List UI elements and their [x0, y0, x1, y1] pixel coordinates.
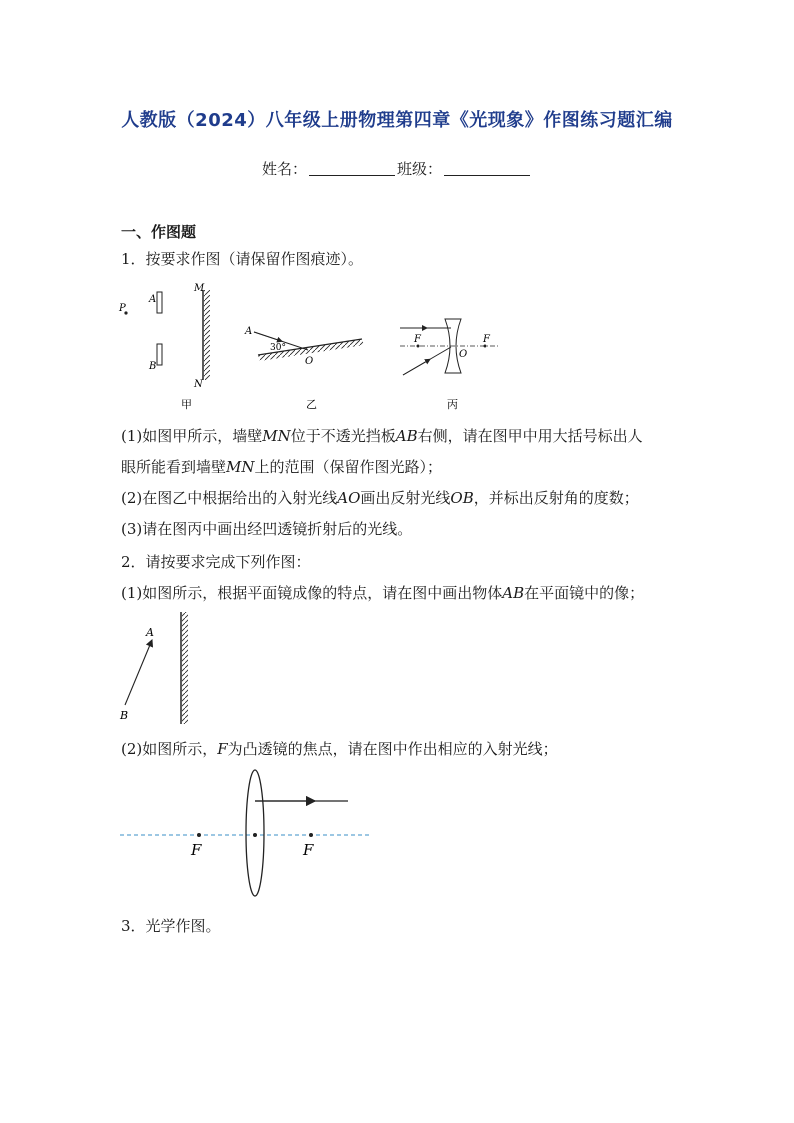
label-o: O	[459, 349, 468, 360]
label-f-left: F	[414, 334, 421, 345]
label-m: M	[194, 283, 205, 294]
mirror-hatch	[182, 612, 188, 724]
text-ao: AO	[337, 489, 361, 507]
section-heading: 一、作图题	[121, 223, 197, 241]
q2-part2	[121, 738, 558, 759]
object-ab	[125, 640, 152, 705]
label-a: A	[149, 294, 157, 305]
figure-yi	[240, 315, 370, 412]
wall-hatch	[204, 290, 210, 380]
page-title: 人教版（2024）八年级上册物理第四章《光现象》作图练习题汇编	[121, 110, 673, 131]
barrier-a	[157, 292, 162, 313]
focal-left	[197, 833, 201, 837]
text-mn: MN	[226, 458, 255, 476]
class-blank	[444, 161, 530, 176]
ray-oblique-arrow	[403, 359, 430, 375]
figure-bing	[395, 313, 505, 412]
text: (2)在图乙中根据给出的入射光线	[121, 489, 338, 507]
text: 画出反射光线	[360, 489, 451, 507]
text: (1)如图甲所示，墙壁	[121, 427, 263, 445]
label-n: N	[194, 379, 203, 390]
q1-part1-line2	[121, 456, 442, 477]
label-o: O	[305, 356, 314, 367]
text-ob: OB	[450, 489, 474, 507]
label-p: P	[119, 303, 126, 314]
incident-arrow	[254, 332, 282, 341]
name-label: 姓名：	[261, 160, 307, 178]
text: 位于不透光挡板	[290, 427, 396, 445]
name-class-line	[0, 158, 794, 179]
caption-bing: 丙	[447, 398, 458, 411]
text-mn: MN	[262, 427, 291, 445]
figure-jia	[115, 280, 225, 412]
label-f-right: F	[483, 334, 490, 345]
q1-part2	[121, 487, 639, 508]
label-a: A	[146, 626, 154, 639]
figure-plane-mirror	[115, 608, 195, 728]
barrier-b	[157, 344, 162, 365]
text: 为凸透镜的焦点，请在图中作出相应的入射光线；	[227, 740, 558, 758]
text-ab: AB	[395, 427, 418, 445]
lens-center	[253, 833, 257, 837]
focal-right	[309, 833, 313, 837]
q2-stem: 2．请按要求完成下列作图：	[121, 553, 311, 571]
q1-stem: 1．按要求作图（请保留作图痕迹）。	[121, 250, 364, 268]
label-f-right: F	[303, 841, 314, 859]
name-blank	[309, 161, 395, 176]
q2-part1	[121, 582, 644, 603]
caption-yi: 乙	[306, 398, 317, 411]
q1-part3: (3)请在图丙中画出经凹透镜折射后的光线。	[121, 520, 413, 538]
label-f-left: F	[191, 841, 202, 859]
label-a: A	[245, 326, 253, 337]
label-b: B	[149, 361, 157, 372]
text: (2)如图所示，	[121, 740, 218, 758]
text: (1)如图所示，根据平面镜成像的特点，请在图中画出物体	[121, 584, 503, 602]
class-label: 班级：	[397, 160, 443, 178]
label-b: B	[120, 709, 129, 722]
figure-convex-lens	[115, 765, 375, 902]
text: ，并标出反射角的度数；	[473, 489, 639, 507]
text: 眼所能看到墙壁	[121, 458, 227, 476]
text: 上的范围（保留作图光路）；	[254, 458, 443, 476]
angle-30: 30°	[270, 343, 286, 353]
text-f: F	[217, 740, 228, 758]
q3-stem: 3．光学作图。	[121, 917, 221, 935]
q1-part1-line1	[121, 425, 643, 446]
caption-jia: 甲	[181, 398, 192, 411]
text: 右侧，请在图甲中用大括号标出人	[417, 427, 643, 445]
text: 在平面镜中的像；	[524, 584, 645, 602]
text-ab: AB	[502, 584, 525, 602]
